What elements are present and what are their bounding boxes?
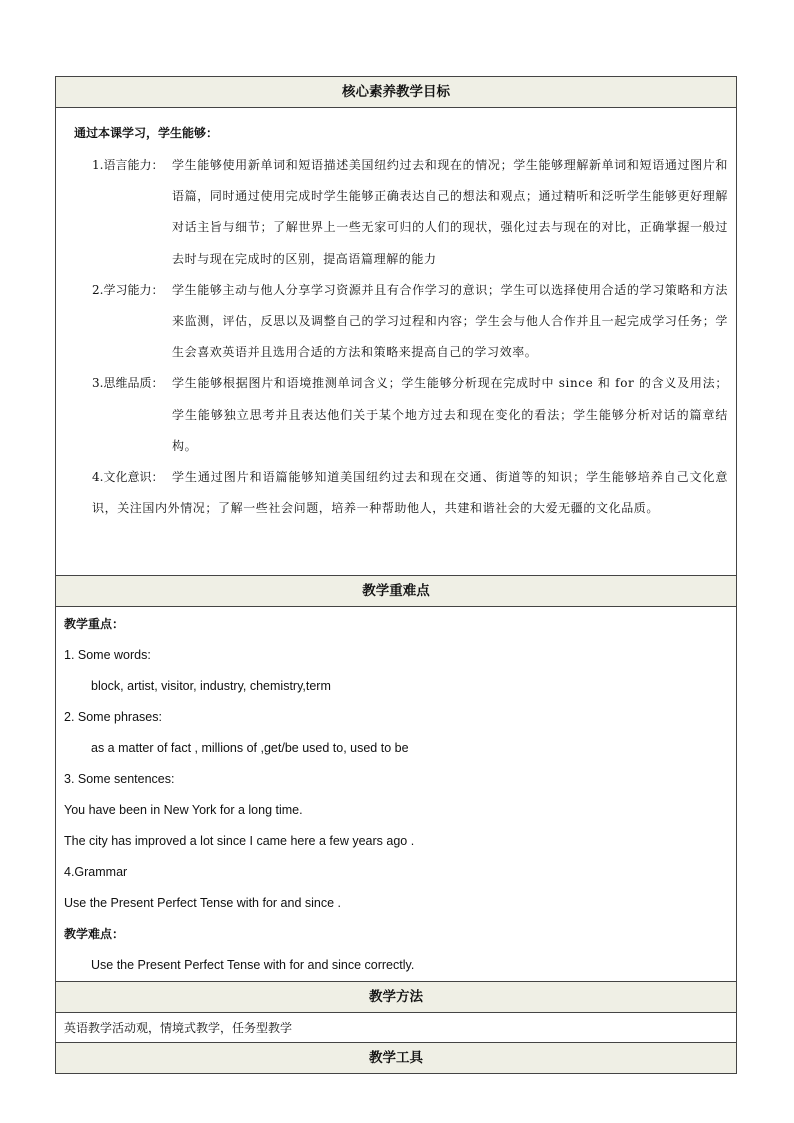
- words-list: block, artist, visitor, industry, chemistry,term: [91, 679, 331, 693]
- goals-section-header: 核心素养教学目标: [56, 77, 736, 108]
- goal-text: 学生通过图片和语篇能够知道美国纽约过去和现在交通、街道等的知识；学生能够培养自己文化意识，关注国内外情况；了解一些社会问题，培养一种帮助他人，共建和谐社会的大爱无疆的文化品质。: [92, 470, 728, 516]
- sentence-item: The city has improved a lot since I came here a few years ago .: [64, 834, 415, 848]
- difficult-points-label: 教学难点：: [64, 927, 125, 941]
- goal-label: 3.思维品质：: [92, 376, 164, 391]
- sentence-item: You have been in New York for a long time.: [64, 803, 303, 817]
- difficult-text: Use the Present Perfect Tense with for and since correctly.: [91, 958, 415, 972]
- goal-label: 2.学习能力：: [92, 282, 164, 297]
- goal-learning: [74, 275, 728, 369]
- lesson-plan-table: [55, 76, 737, 1074]
- grammar-heading: 4.Grammar: [64, 865, 128, 879]
- goal-thinking: [74, 368, 728, 462]
- goal-text: 学生能够主动与他人分享学习资源并且有合作学习的意识；学生可以选择使用合适的学习策略和方法来监测，评估，反思以及调整自己的学习过程和内容；学生会与他人合作并且一起完成学习任务；学生会喜欢英语并且选用合适的方法和策略来提高自己的学习效率。: [172, 282, 728, 360]
- focus-cell: [56, 607, 736, 982]
- goal-label: 1.语言能力：: [92, 158, 164, 172]
- key-points-label: 教学重点：: [64, 617, 125, 631]
- phrases-heading: 2. Some phrases:: [64, 710, 162, 724]
- words-heading: 1. Some words:: [64, 648, 151, 662]
- goal-language: [74, 150, 728, 275]
- method-section-header: 教学方法: [56, 982, 736, 1013]
- goals-cell: [56, 108, 736, 576]
- goal-text: 学生能够使用新单词和短语描述美国纽约过去和现在的情况；学生能够理解新单词和短语通过图片和语篇，同时通过使用完成时学生能够正确表达自己的想法和观点；通过精听和泛听学生能够更好理解对话主旨与细节；了解世界上一些无家可归的人们的现状，强化过去与现在的对比，正确掌握一般过去时与现在完成时的区别，提高语篇理解的能力: [172, 158, 728, 266]
- phrases-list: as a matter of fact , millions of ,get/be used to, used to be: [91, 741, 409, 755]
- method-cell: 英语教学活动观，情境式教学，任务型教学: [56, 1013, 736, 1043]
- goal-culture: [74, 462, 728, 524]
- grammar-text: Use the Present Perfect Tense with for and since .: [64, 896, 341, 910]
- difficulty-section-header: 教学重难点: [56, 576, 736, 607]
- goal-label: 4.文化意识：: [92, 470, 164, 485]
- tools-section-header: 教学工具: [56, 1043, 736, 1073]
- goal-text: 学生能够根据图片和语境推测单词含义；学生能够分析现在完成时中 since 和 for 的含义及用法；学生能够独立思考并且表达他们关于某个地方过去和现在变化的看法；学生能够分析对话的篇章结构。: [172, 376, 728, 453]
- goals-intro: 通过本课学习，学生能够：: [74, 126, 219, 140]
- sentences-heading: 3. Some sentences:: [64, 772, 175, 786]
